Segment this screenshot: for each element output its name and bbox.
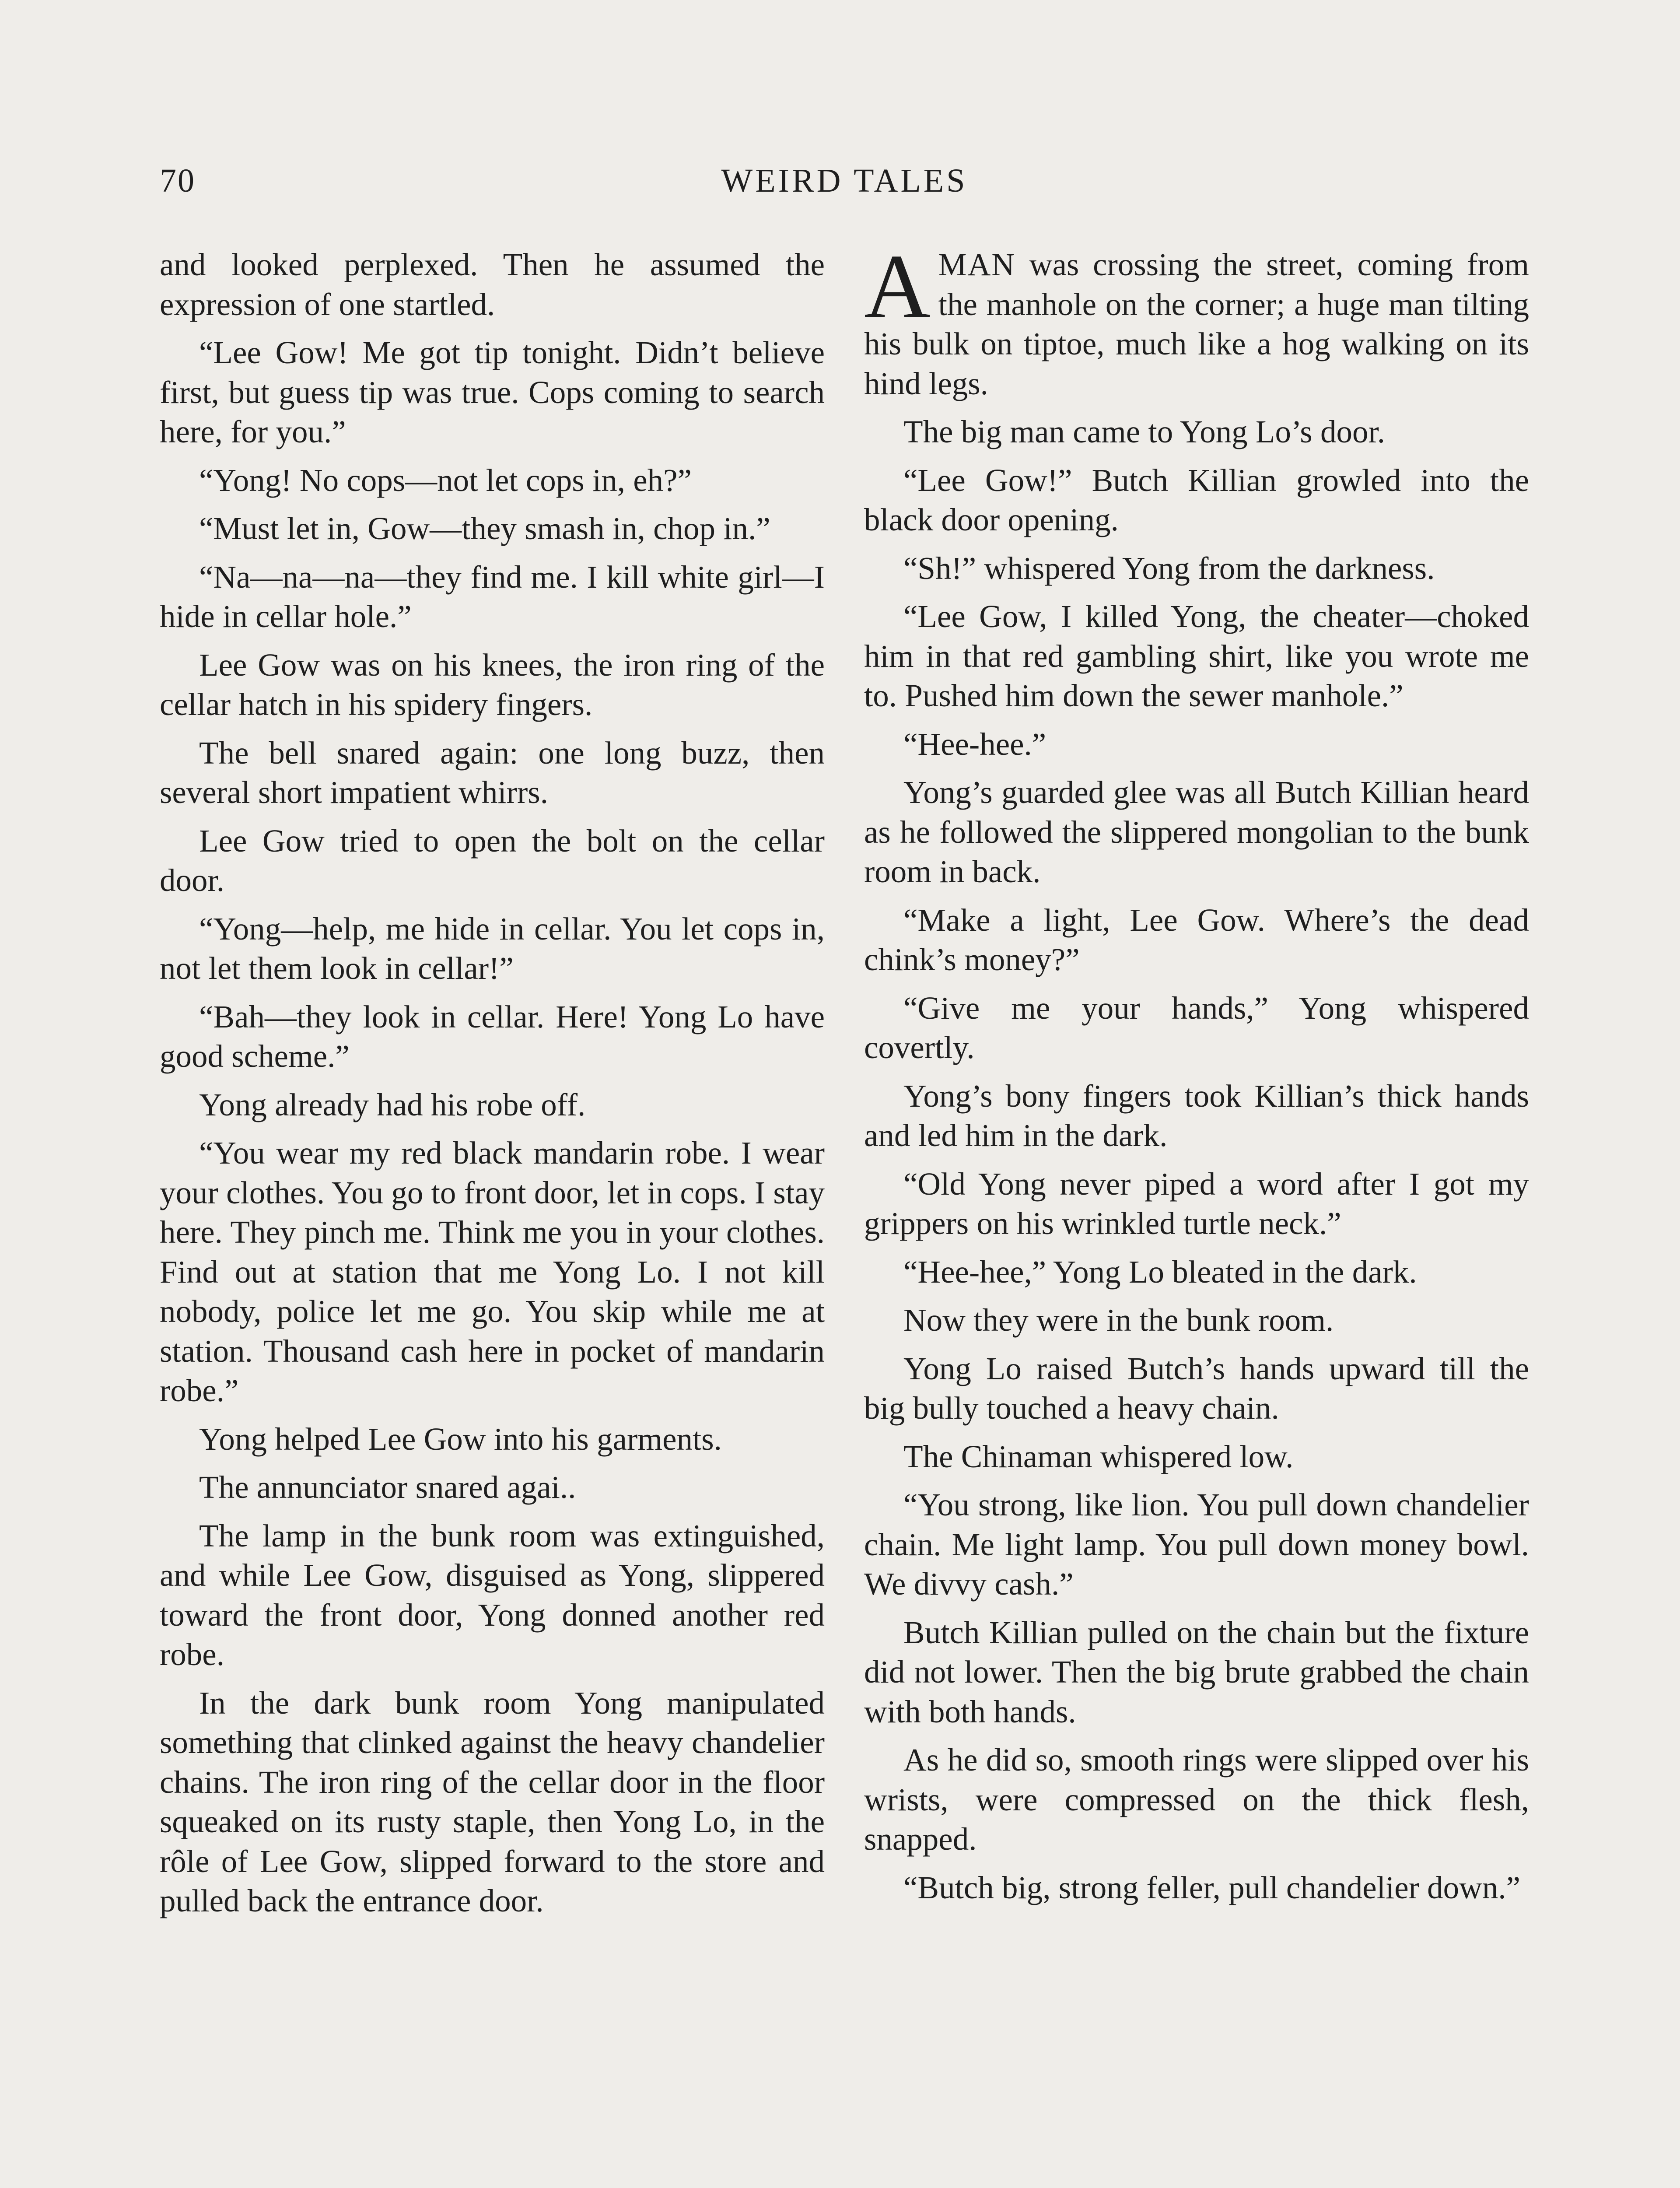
paragraph: Yong’s guarded glee was all Butch Killian heard as he followed the slippered mongolian to the bunk room in back. <box>864 775 1529 889</box>
opening-small-caps: MAN <box>938 247 1016 282</box>
paragraph: As he did so, smooth rings were slipped over his wrists, were compressed on the thick flesh, snapped. <box>864 1742 1529 1857</box>
paragraph: “You strong, like lion. You pull down chandelier chain. Me light lamp. You pull down money bowl. We divvy cash.” <box>864 1487 1529 1602</box>
paragraph: and looked perplexed. Then he assumed the expression of one startled. <box>160 247 825 322</box>
paragraph: “Must let in, Gow—they smash in, chop in.” <box>199 511 770 546</box>
drop-cap: A <box>864 236 931 337</box>
right-paragraphs <box>864 412 1529 1907</box>
opening-text: was crossing the street, coming from the manhole on the corner; a huge man tilting his bulk on tiptoe, much like a hog walking on its hind legs. <box>864 247 1529 401</box>
paragraph: “Old Yong never piped a word after I got my grippers on his wrinkled turtle neck.” <box>864 1166 1529 1241</box>
paragraph: Yong already had his robe off. <box>199 1087 586 1122</box>
paragraph: The lamp in the bunk room was extinguished, and while Lee Gow, disguised as Yong, slippered toward the front door, Yong donned another red robe. <box>160 1518 825 1672</box>
paragraph: “Bah—they look in cellar. Here! Yong Lo have good scheme.” <box>160 999 825 1074</box>
paragraph: “Na—na—na—they find me. I kill white girl—I hide in cellar hole.” <box>160 559 825 634</box>
paragraph: Lee Gow tried to open the bolt on the cellar door. <box>160 823 825 898</box>
paragraph: “Give me your hands,” Yong whispered covertly. <box>864 990 1529 1065</box>
paragraph: “Hee-hee,” Yong Lo bleated in the dark. <box>903 1254 1417 1290</box>
paragraph: “Hee-hee.” <box>903 726 1046 762</box>
paragraph: Yong Lo raised Butch’s hands upward till the big bully touched a heavy chain. <box>864 1350 1529 1426</box>
paragraph: “Lee Gow! Me got tip tonight. Didn’t believe first, but guess tip was true. Cops coming to search here, for you.” <box>160 335 825 449</box>
paragraph: The annunciator snared agai.. <box>199 1469 576 1505</box>
paragraph: Yong’s bony fingers took Killian’s thick hands and led him in the dark. <box>864 1078 1529 1153</box>
paragraph: Butch Killian pulled on the chain but the fixture did not lower. Then the big brute grabbed the chain with both hands. <box>864 1614 1529 1729</box>
paragraph: “You wear my red black mandarin robe. I wear your clothes. You go to front door, let in cops. I stay here. They pinch me. Think me you in your clothes. Find out at station that me Yong Lo. I not kill nobody, police let me go. You skip while me at station. Thousand cash here in pocket of mandarin robe.” <box>160 1135 825 1408</box>
paragraph: The Chinaman whispered low. <box>903 1438 1294 1474</box>
paragraph: Now they were in the bunk room. <box>903 1302 1334 1338</box>
paragraph: “Lee Gow!” Butch Killian growled into the black door opening. <box>864 462 1529 537</box>
page-header <box>160 144 1529 210</box>
paragraph: “Butch big, strong feller, pull chandelier down.” <box>903 1869 1521 1905</box>
story-opening-paragraph <box>864 236 1529 403</box>
paragraph: “Yong! No cops—not let cops in, eh?” <box>199 462 692 498</box>
paragraph: “Make a light, Lee Gow. Where’s the dead chink’s money?” <box>864 902 1529 977</box>
paragraph: Yong helped Lee Gow into his garments. <box>199 1421 722 1457</box>
paragraph: “Lee Gow, I killed Yong, the cheater—choked him in that red gambling shirt, like you wrote me to. Pushed him down the sewer manhole.” <box>864 599 1529 713</box>
paragraph: The big man came to Yong Lo’s door. <box>903 414 1385 449</box>
paragraph: Lee Gow was on his knees, the iron ring of the cellar hatch in his spidery fingers. <box>160 647 825 722</box>
magazine-title: WEIRD TALES <box>721 162 968 199</box>
paragraph: In the dark bunk room Yong manipulated something that clinked against the heavy chandelier chains. The iron ring of the cellar door in the floor squeaked on its rusty staple, then Yong Lo, in the rôle of Lee Gow, slipped forward to the store and pulled back the entrance door. <box>160 1685 825 1918</box>
left-text-column <box>160 245 825 1930</box>
page-number: 70 <box>160 162 196 199</box>
right-text-column <box>864 236 1529 1916</box>
paragraph: “Sh!” whispered Yong from the darkness. <box>903 550 1435 586</box>
paragraph: The bell snared again: one long buzz, then several short impatient whirrs. <box>160 735 825 810</box>
paragraph: “Yong—help, me hide in cellar. You let cops in, not let them look in cellar!” <box>160 911 825 986</box>
